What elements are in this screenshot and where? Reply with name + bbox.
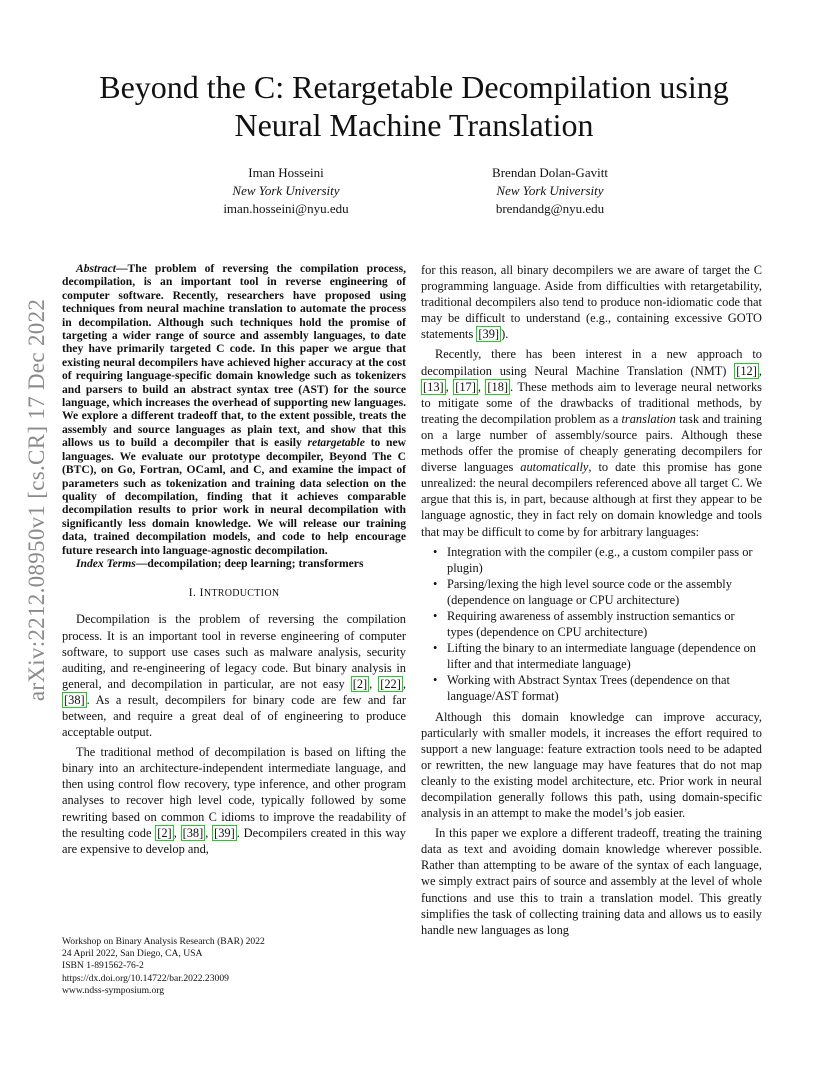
- list-item: • Lifting the binary to an intermediate language (dependence on lifter and that intermediate language): [433, 641, 756, 672]
- author-email[interactable]: iman.hosseini@nyu.edu: [223, 201, 349, 216]
- intro-paragraph-1: Decompilation is the problem of reversing the compilation process. It is an important tool in reverse engineering of computer software, to support use cases such as malware analysis, security auditing, and re-engineering of legacy code. But binary analysis in general, and decompilation in particular, are not easy [2] , [22] , [38] . As a result, decompilers for binary code are few and far between, and require a great deal of of engineering to produce acceptable output.: [62, 612, 406, 740]
- section-title-cap: I: [199, 585, 204, 600]
- abstract: [62, 262, 406, 557]
- right-paragraph-3: Although this domain knowledge can improve accuracy, particularly with smaller models, it increases the effort required to support a new language: feature extraction tools need to be adapted or rewritten, the new language may have features that do not map cleanly to the existing model architecture, etc. Prior work in neural decompilation generally follows this path, using domain-specific analysis in an attempt to make the model’s job easier.: [421, 709, 762, 821]
- abstract-emphasis: retargetable: [307, 436, 365, 450]
- dependency-list: [421, 544, 762, 705]
- abstract-text-b: to new languages. We evaluate our prototype decompiler, Beyond The C (BTC), on Go, Fortran, OCaml, and C, and examine the impact of parameters such as tokenization and training data selection on the quality of decompilation, finding that it achieves comparable decompilation results to prior work in neural decompilation with significantly less domain knowledge. We will release our training data, trained decompilation models, and code to help encourage future research into language-agnostic decompilation.: [62, 436, 406, 557]
- bullet-icon: •: [433, 673, 438, 688]
- title-line-2: Neural Machine Translation: [234, 107, 594, 143]
- right-paragraph-1: for this reason, all binary decompilers we are aware of target the C programming language. Aside from difficulties with retargetability, traditional decompilers also tend to produce non-idiomatic code that may be difficult to understand (e.g., containing excessive GOTO statements [39] ).: [421, 263, 762, 342]
- citation-link[interactable]: [18]: [487, 379, 509, 394]
- citation-link[interactable]: [39]: [478, 327, 500, 342]
- citation-link[interactable]: [38]: [64, 692, 85, 707]
- publication-footer: [62, 936, 406, 997]
- right-paragraph-2: Recently, there has been interest in a new approach to decompilation using Neural Machine Translation (NMT) [12] , [13] , [17] , [18] . These methods aim to leverage neural networks to mitigate some of the drawbacks of traditional methods, by treating the decompilation problem as a translation task and training on a large number of assembly/source pairs. Although these methods offer the promise of cheaply generating decompilers for diverse languages automatically, to date this promise has gone unrealized: the neural decompilers referenced above all target C. We argue that this is, in part, because although at first they appear to be language agnostic, they in fact rely on domain knowledge and tools that may be difficult to come by for arbitrary languages:: [421, 347, 762, 539]
- abstract-text-a: —The problem of reversing the compilation process, decompilation, is an important tool in reverse engineering of computer software. Recently, researchers have proposed using techniques from neural machine translation to automate the process in decompilation. Although such techniques hold the promise of targeting a wider range of source and assembly languages, to date they have primarily targeted C code. In this paper we argue that existing neural decompilers have achieved higher accuracy at the cost of requiring language-specific domain knowledge such as tokenizers and parsers to build an abstract syntax tree (AST) for the source language, which increases the overhead of supporting new languages. We explore a different tradeoff that, to the extent possible, treats the assembly and source languages as plain text, and show that this allows us to build a decompiler that is easily: [62, 262, 406, 450]
- citation-link[interactable]: [38]: [182, 825, 204, 840]
- index-terms-label: Index Terms: [76, 556, 136, 570]
- footer-doi-link[interactable]: https://dx.doi.org/10.14722/bar.2022.23009: [62, 972, 229, 984]
- list-item: • Requiring awareness of assembly instruction semantics or types (dependence on CPU architecture): [433, 608, 735, 640]
- list-item: • Parsing/lexing the high level source code or the assembly (dependence on language or CPU architecture): [433, 576, 732, 607]
- citation-link[interactable]: [12]: [736, 363, 757, 378]
- index-terms: [62, 557, 406, 570]
- bullet-icon: •: [433, 641, 438, 656]
- citation-link[interactable]: [13]: [423, 379, 444, 394]
- author-block-2: [420, 164, 680, 218]
- left-column: [62, 262, 406, 857]
- footer-date-location: 24 April 2022, San Diego, CA, USA: [62, 948, 203, 960]
- author-block-1: [156, 164, 416, 218]
- arxiv-sidebar: [22, 280, 52, 720]
- citation-link[interactable]: [2]: [157, 825, 172, 840]
- citation-link[interactable]: [2]: [352, 676, 368, 691]
- list-item: • Working with Abstract Syntax Trees (dependence on that language/AST format): [433, 673, 730, 704]
- footer-venue: Workshop on Binary Analysis Research (BAR) 2022: [62, 936, 265, 947]
- footer-isbn: ISBN 1-891562-76-2: [62, 960, 144, 972]
- citation-link[interactable]: [22]: [380, 676, 401, 691]
- title-line-1: Beyond the C: Retargetable Decompilation using: [99, 69, 729, 105]
- author-affiliation: New York University: [496, 183, 604, 198]
- citation-link[interactable]: [39]: [214, 825, 235, 840]
- author-affiliation: New York University: [232, 183, 340, 198]
- section-heading: [62, 584, 406, 602]
- paper-title: [60, 68, 768, 144]
- section-number: I.: [188, 585, 197, 600]
- author-email[interactable]: brendandg@nyu.edu: [495, 201, 605, 216]
- author-name: Brendan Dolan-Gavitt: [492, 165, 608, 180]
- index-terms-text: —decompilation; deep learning; transformers: [135, 556, 364, 570]
- bullet-icon: •: [433, 608, 438, 623]
- abstract-label: Abstract: [76, 262, 116, 275]
- section-title-rest: NTRODUCTION: [203, 588, 280, 600]
- bullet-icon: •: [433, 544, 438, 559]
- author-name: Iman Hosseini: [248, 165, 324, 180]
- list-item: • Integration with the compiler (e.g., a custom compiler pass or plugin): [433, 544, 753, 575]
- arxiv-identifier: arXiv:2212.08950v1 [cs.CR] 17 Dec 2022: [24, 298, 49, 702]
- right-paragraph-4: In this paper we explore a different tradeoff, treating the training data as text and avoiding domain knowledge wherever possible. Rather than attempting to be aware of the syntax of each language, we simply extract pairs of source and assembly at the level of whole functions and use this to train a translation model. This greatly simplifies the task of collecting training data and allows us to easily handle new languages as long: [421, 826, 762, 937]
- footer-website-link[interactable]: www.ndss-symposium.org: [62, 984, 165, 996]
- bullet-icon: •: [433, 576, 438, 591]
- right-column: [421, 262, 762, 938]
- citation-link[interactable]: [17]: [455, 379, 476, 394]
- intro-paragraph-2: The traditional method of decompilation is based on lifting the binary into an architecture-independent intermediate language, and then using control flow recovery, type inference, and other program analyses to recover high level code, typically followed by some rewriting based on common C idioms to improve the readability of the resulting code [2] , [38] , [39] . Decompilers created in this way are expensive to develop and,: [62, 745, 406, 856]
